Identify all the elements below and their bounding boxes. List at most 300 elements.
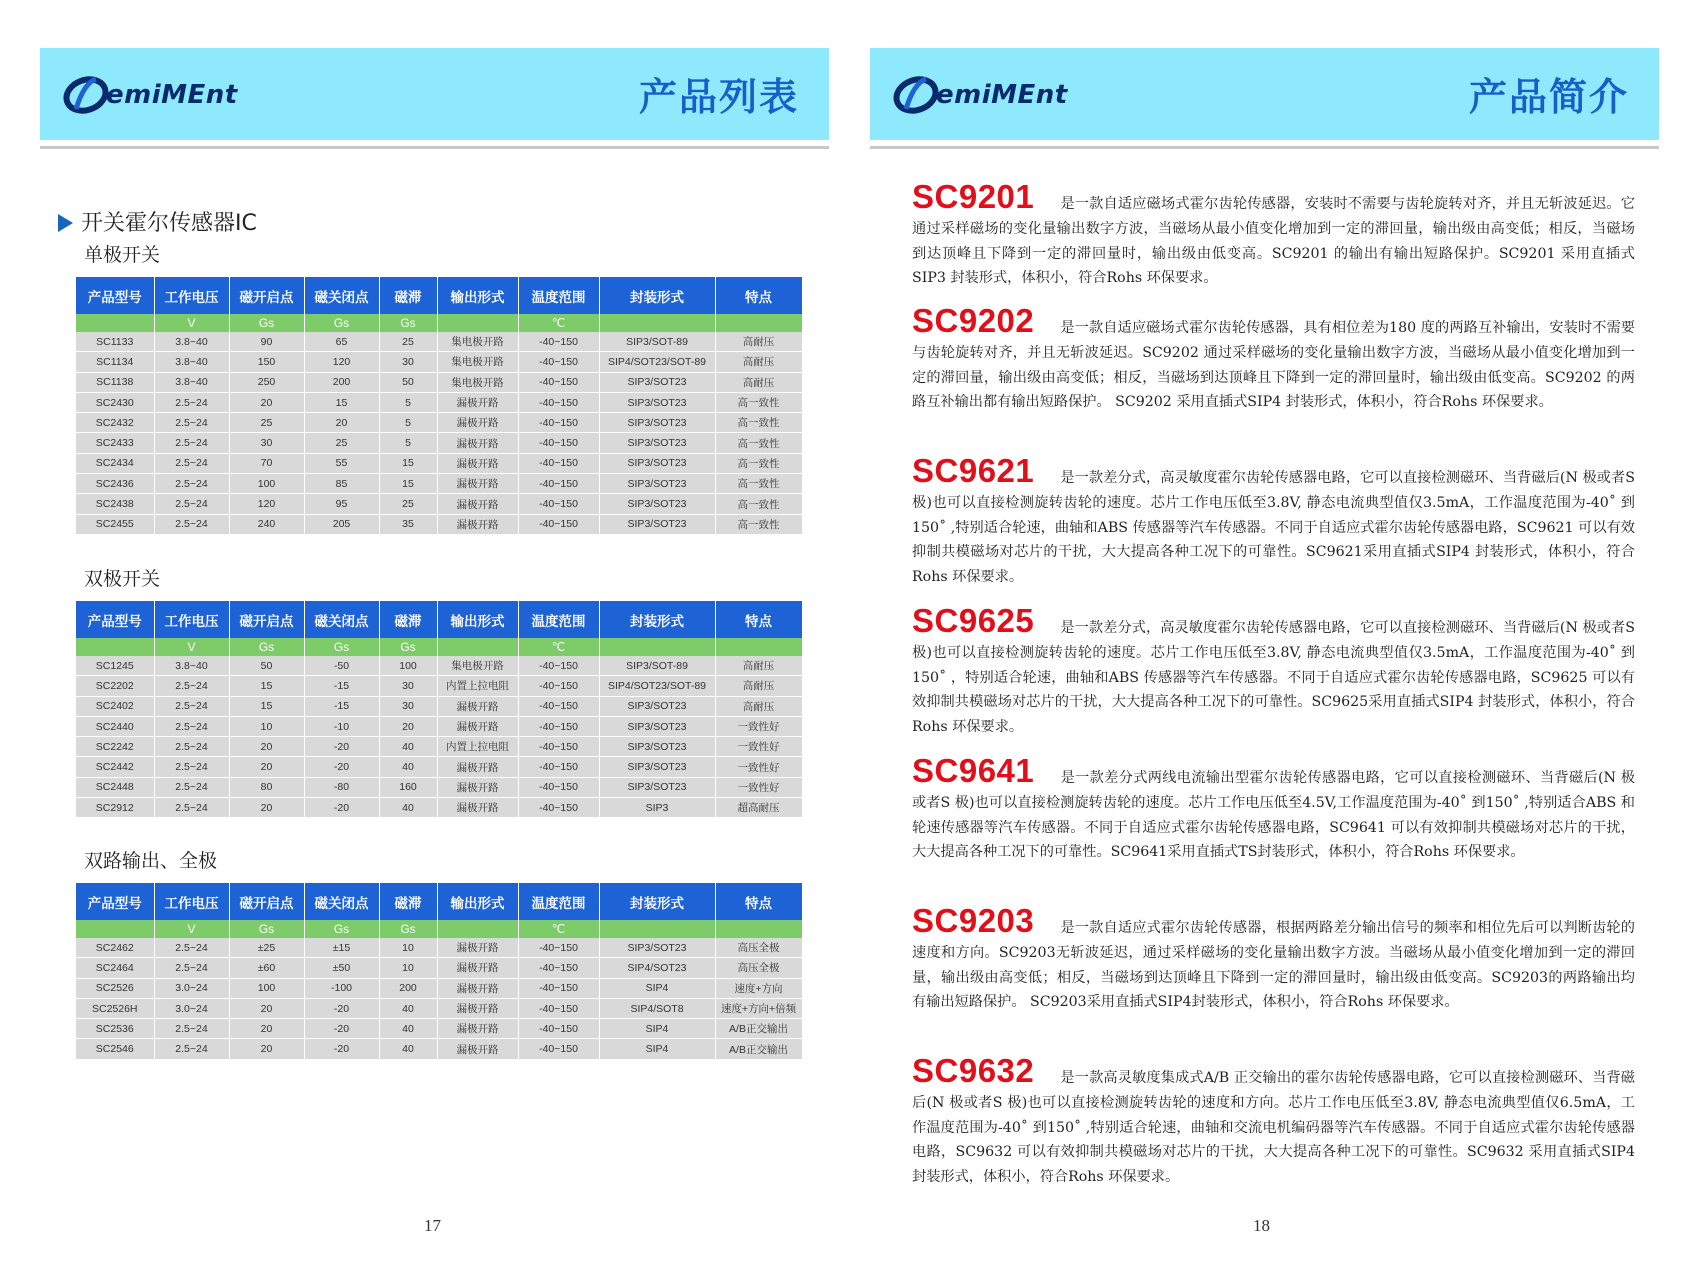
table-cell: SIP4	[599, 1019, 715, 1039]
table-cell: 集电极开路	[437, 352, 518, 372]
table-cell: 65	[304, 332, 379, 352]
logo-swirl-icon	[892, 73, 940, 117]
column-header: 工作电压	[154, 277, 229, 314]
unit-cell: ℃	[518, 314, 599, 332]
spec-table-unipolar	[76, 277, 803, 535]
table-row	[76, 413, 802, 433]
table-cell: -40~150	[518, 413, 599, 433]
table-cell: 2.5~24	[154, 716, 229, 736]
table-cell: 5	[379, 413, 437, 433]
table-cell: SC2402	[76, 696, 154, 716]
table-subtitle-unipolar: 单极开关	[84, 244, 161, 266]
table-cell: 2.5~24	[154, 696, 229, 716]
table-cell: 30	[379, 676, 437, 696]
column-header: 输出形式	[437, 277, 518, 314]
spec-table-dual-omnipolar	[76, 883, 803, 1060]
table-cell: 2.5~24	[154, 392, 229, 412]
table-cell: ±50	[304, 958, 379, 978]
table-cell: ±15	[304, 938, 379, 958]
unit-cell: V	[154, 638, 229, 656]
units-row	[76, 314, 802, 332]
table-row	[76, 514, 802, 534]
unit-cell	[599, 314, 715, 332]
table-cell: -40~150	[518, 757, 599, 777]
column-header: 特点	[715, 883, 802, 920]
table-cell: SC2526	[76, 978, 154, 998]
table-cell: -40~150	[518, 737, 599, 757]
unit-cell	[76, 638, 154, 656]
table-row	[76, 372, 802, 392]
table-cell: -40~150	[518, 433, 599, 453]
table-cell: 漏极开路	[437, 696, 518, 716]
table-cell: SC2448	[76, 777, 154, 797]
table-cell: 240	[229, 514, 304, 534]
table-cell: 25	[379, 494, 437, 514]
table-cell: 150	[229, 352, 304, 372]
table-row	[76, 453, 802, 473]
table-cell: SC2202	[76, 676, 154, 696]
table-cell: -20	[304, 798, 379, 818]
table-cell: 2.5~24	[154, 777, 229, 797]
table-cell: 漏极开路	[437, 938, 518, 958]
table-cell: 漏极开路	[437, 413, 518, 433]
table-subtitle-dual-omnipolar: 双路输出、全极	[84, 850, 218, 872]
table-row	[76, 757, 802, 777]
table-cell: SIP3/SOT23	[599, 453, 715, 473]
table-cell: 高一致性	[715, 392, 802, 412]
table-cell: SC1134	[76, 352, 154, 372]
column-header: 磁关闭点	[304, 277, 379, 314]
column-header: 输出形式	[437, 883, 518, 920]
product-text: 是一款差分式两线电流输出型霍尔齿轮传感器电路，它可以直接检测磁环、当背磁后(N 极或者S 极)也可以直接检测旋转齿轮的速度。芯片工作电压低至4.5V,工作温度范围为-40˚ 到150˚ ,特别适合ABS 和轮速传感器等汽车传感器。不同于自适应式霍尔齿轮传感器电路，SC9641 可以有效抑制共模磁场对芯片的干扰，大大提高各种工况下的可靠性。SC9641采用直插式TS封装形式，体积小，符合Rohs 环保要求。	[912, 770, 1635, 861]
table-cell: 70	[229, 453, 304, 473]
table-cell: 高一致性	[715, 413, 802, 433]
table-cell: SC2433	[76, 433, 154, 453]
table-cell: SC2464	[76, 958, 154, 978]
table-cell: 85	[304, 474, 379, 494]
column-header: 温度范围	[518, 883, 599, 920]
unit-cell	[715, 638, 802, 656]
table-cell: 15	[229, 676, 304, 696]
table-cell: 40	[379, 798, 437, 818]
table-cell: 5	[379, 392, 437, 412]
table-cell: -40~150	[518, 716, 599, 736]
table-cell: 15	[304, 392, 379, 412]
table-cell: SC2526H	[76, 998, 154, 1018]
product-description	[912, 602, 1635, 740]
table-cell: SIP3/SOT-89	[599, 656, 715, 676]
table-cell: -15	[304, 676, 379, 696]
table-cell: -40~150	[518, 1019, 599, 1039]
table-cell: 3.8~40	[154, 332, 229, 352]
table-cell: 漏极开路	[437, 1019, 518, 1039]
table-cell: -40~150	[518, 453, 599, 473]
table-cell: 内置上拉电阻	[437, 737, 518, 757]
column-header: 产品型号	[76, 601, 154, 638]
table-cell: A/B正交输出	[715, 1019, 802, 1039]
table-cell: 40	[379, 998, 437, 1018]
table-cell: A/B正交输出	[715, 1039, 802, 1059]
page-title: 产品列表	[638, 75, 799, 119]
table-cell: 25	[304, 433, 379, 453]
column-header: 磁滞	[379, 883, 437, 920]
table-cell: 20	[304, 413, 379, 433]
table-cell: 2.5~24	[154, 433, 229, 453]
product-model: SC9203	[912, 902, 1035, 939]
table-cell: 120	[229, 494, 304, 514]
table-cell: 漏极开路	[437, 453, 518, 473]
unit-cell	[76, 314, 154, 332]
table-cell: -40~150	[518, 798, 599, 818]
product-model: SC9202	[912, 302, 1035, 339]
table-cell: -10	[304, 716, 379, 736]
table-cell: 100	[379, 656, 437, 676]
table-cell: 20	[229, 1019, 304, 1039]
table-cell: SIP3/SOT23	[599, 494, 715, 514]
table-row	[76, 998, 802, 1018]
table-cell: -40~150	[518, 676, 599, 696]
table-cell: 3.8~40	[154, 352, 229, 372]
table-row	[76, 737, 802, 757]
table-cell: SC2436	[76, 474, 154, 494]
table-cell: 一致性好	[715, 737, 802, 757]
table-cell: -40~150	[518, 474, 599, 494]
table-cell: -20	[304, 737, 379, 757]
table-cell: 40	[379, 737, 437, 757]
unit-cell	[599, 638, 715, 656]
unit-cell: ℃	[518, 638, 599, 656]
table-cell: SIP4/SOT8	[599, 998, 715, 1018]
product-text: 是一款高灵敏度集成式A/B 正交输出的霍尔齿轮传感器电路，它可以直接检测磁环、当背磁后(N 极或者S 极)也可以直接检测旋转齿轮的速度和方向。芯片工作电压低至3.8V, 静态电流典型值仅6.5mA，工作温度范围为-40˚ 到150˚ ,特别适合轮速，曲轴和交流电机编码器等汽车传感器。不同于自适应式霍尔齿轮传感器电路，SC9632 可以有效抑制共模磁场对芯片的干扰，大大提高各种工况下的可靠性。SC9632 采用直插式SIP4 封装形式，体积小，符合Rohs 环保要求。	[912, 1070, 1635, 1186]
product-description	[912, 902, 1635, 1015]
table-cell: 高一致性	[715, 494, 802, 514]
column-header: 封装形式	[599, 277, 715, 314]
unit-cell: Gs	[304, 314, 379, 332]
table-cell: SIP3/SOT23	[599, 737, 715, 757]
table-cell: -40~150	[518, 938, 599, 958]
column-header: 工作电压	[154, 601, 229, 638]
table-cell: SIP3/SOT23	[599, 777, 715, 797]
table-cell: -20	[304, 1019, 379, 1039]
table-cell: -40~150	[518, 777, 599, 797]
table-cell: 速度+方向	[715, 978, 802, 998]
table-row	[76, 978, 802, 998]
table-cell: 40	[379, 1019, 437, 1039]
unit-cell	[76, 920, 154, 938]
table-cell: 2.5~24	[154, 1019, 229, 1039]
product-model: SC9641	[912, 752, 1035, 789]
table-cell: -40~150	[518, 332, 599, 352]
table-cell: 10	[229, 716, 304, 736]
units-row	[76, 920, 802, 938]
table-cell: 30	[229, 433, 304, 453]
table-row	[76, 656, 802, 676]
logo-text: emiMEnt	[936, 80, 1068, 110]
table-cell: 一致性好	[715, 777, 802, 797]
table-cell: 25	[379, 332, 437, 352]
table-cell: 10	[379, 938, 437, 958]
table-cell: 200	[379, 978, 437, 998]
table-cell: SIP3/SOT23	[599, 938, 715, 958]
product-model: SC9621	[912, 452, 1035, 489]
unit-cell: Gs	[379, 920, 437, 938]
table-cell: 20	[229, 392, 304, 412]
table-cell: 25	[229, 413, 304, 433]
table-cell: ±25	[229, 938, 304, 958]
table-cell: 20	[229, 998, 304, 1018]
logo-text: emiMEnt	[106, 80, 238, 110]
table-cell: -15	[304, 696, 379, 716]
table-cell: 2.5~24	[154, 938, 229, 958]
table-cell: 2.5~24	[154, 757, 229, 777]
table-row	[76, 1039, 802, 1059]
table-cell: 高压全极	[715, 958, 802, 978]
table-row	[76, 433, 802, 453]
table-cell: SC2536	[76, 1019, 154, 1039]
table-row	[76, 332, 802, 352]
unit-cell: Gs	[379, 314, 437, 332]
table-cell: SIP3/SOT23	[599, 514, 715, 534]
header-banner	[40, 48, 829, 140]
table-cell: SIP4/SOT23/SOT-89	[599, 352, 715, 372]
table-cell: SC2430	[76, 392, 154, 412]
table-cell: SIP3	[599, 798, 715, 818]
product-description	[912, 1052, 1635, 1190]
table-cell: -40~150	[518, 696, 599, 716]
table-cell: 5	[379, 433, 437, 453]
column-header: 磁开启点	[229, 601, 304, 638]
product-model: SC9201	[912, 178, 1035, 215]
table-cell: 高一致性	[715, 453, 802, 473]
table-cell: 集电极开路	[437, 332, 518, 352]
table-cell: SC1245	[76, 656, 154, 676]
table-cell: 高一致性	[715, 433, 802, 453]
table-cell: -100	[304, 978, 379, 998]
table-cell: 高耐压	[715, 656, 802, 676]
product-description	[912, 302, 1635, 415]
product-description	[912, 452, 1635, 590]
table-cell: SC2432	[76, 413, 154, 433]
column-header: 封装形式	[599, 883, 715, 920]
table-cell: 20	[229, 798, 304, 818]
unit-cell: Gs	[304, 920, 379, 938]
table-cell: 50	[229, 656, 304, 676]
table-cell: 一致性好	[715, 757, 802, 777]
table-cell: SIP3/SOT23	[599, 392, 715, 412]
table-row	[76, 1019, 802, 1039]
table-cell: 内置上拉电阻	[437, 676, 518, 696]
unit-cell	[437, 314, 518, 332]
table-row	[76, 494, 802, 514]
table-cell: SIP3/SOT23	[599, 474, 715, 494]
table-cell: SIP3/SOT-89	[599, 332, 715, 352]
logo-swirl-icon	[62, 73, 110, 117]
column-header: 磁开启点	[229, 277, 304, 314]
spec-table-bipolar	[76, 601, 803, 818]
table-row	[76, 777, 802, 797]
table-cell: 漏极开路	[437, 1039, 518, 1059]
table-row	[76, 798, 802, 818]
table-cell: -80	[304, 777, 379, 797]
table-cell: 2.5~24	[154, 798, 229, 818]
table-cell: 漏极开路	[437, 392, 518, 412]
table-cell: 15	[379, 474, 437, 494]
column-header: 磁开启点	[229, 883, 304, 920]
table-cell: 30	[379, 696, 437, 716]
product-description	[912, 752, 1635, 865]
table-cell: SC2438	[76, 494, 154, 514]
unit-cell	[437, 920, 518, 938]
table-cell: -20	[304, 757, 379, 777]
table-cell: 漏极开路	[437, 433, 518, 453]
table-cell: SIP3/SOT23	[599, 696, 715, 716]
table-cell: SC2442	[76, 757, 154, 777]
column-header: 温度范围	[518, 601, 599, 638]
units-row	[76, 638, 802, 656]
table-cell: 20	[229, 737, 304, 757]
table-row	[76, 716, 802, 736]
unit-cell: Gs	[304, 638, 379, 656]
product-model: SC9632	[912, 1052, 1035, 1089]
table-cell: 15	[229, 696, 304, 716]
table-cell: SC1138	[76, 372, 154, 392]
table-cell: 205	[304, 514, 379, 534]
table-cell: -40~150	[518, 958, 599, 978]
table-cell: 120	[304, 352, 379, 372]
table-cell: 超高耐压	[715, 798, 802, 818]
table-cell: 90	[229, 332, 304, 352]
table-row	[76, 474, 802, 494]
unit-cell	[437, 638, 518, 656]
unit-cell	[599, 920, 715, 938]
table-cell: 高一致性	[715, 514, 802, 534]
table-cell: 30	[379, 352, 437, 372]
table-cell: SC2912	[76, 798, 154, 818]
table-cell: 10	[379, 958, 437, 978]
table-cell: 集电极开路	[437, 372, 518, 392]
table-header-row	[76, 601, 802, 638]
unit-cell: V	[154, 920, 229, 938]
table-cell: 高耐压	[715, 696, 802, 716]
table-cell: 20	[229, 1039, 304, 1059]
table-cell: SC2455	[76, 514, 154, 534]
table-cell: 高耐压	[715, 372, 802, 392]
table-subtitle-bipolar: 双极开关	[84, 568, 161, 590]
table-cell: -40~150	[518, 656, 599, 676]
table-cell: SC2440	[76, 716, 154, 736]
page-number: 17	[424, 1216, 441, 1235]
column-header: 产品型号	[76, 883, 154, 920]
table-cell: 2.5~24	[154, 514, 229, 534]
column-header: 工作电压	[154, 883, 229, 920]
table-cell: 200	[304, 372, 379, 392]
table-cell: 高一致性	[715, 474, 802, 494]
table-cell: 漏极开路	[437, 494, 518, 514]
table-cell: SIP3/SOT23	[599, 413, 715, 433]
table-cell: -40~150	[518, 392, 599, 412]
table-cell: 漏极开路	[437, 998, 518, 1018]
table-cell: 50	[379, 372, 437, 392]
table-cell: SIP4/SOT23/SOT-89	[599, 676, 715, 696]
table-cell: 高耐压	[715, 352, 802, 372]
table-cell: 2.5~24	[154, 453, 229, 473]
unit-cell: Gs	[229, 920, 304, 938]
table-cell: 漏极开路	[437, 798, 518, 818]
table-row	[76, 392, 802, 412]
table-cell: SIP4	[599, 978, 715, 998]
product-model: SC9625	[912, 602, 1035, 639]
table-cell: 集电极开路	[437, 656, 518, 676]
table-cell: 35	[379, 514, 437, 534]
table-cell: 高耐压	[715, 332, 802, 352]
product-text: 是一款差分式，高灵敏度霍尔齿轮传感器电路，它可以直接检测磁环、当背磁后(N 极或者S极)也可以直接检测旋转齿轮的速度。芯片工作电压低至3.8V, 静态电流典型值仅3.5mA，工作温度范围为-40˚ 到150˚ ,特别适合轮速，曲轴和ABS 传感器等汽车传感器。不同于自适应式霍尔齿轮传感器电路，SC9621 可以有效抑制共模磁场对芯片的干扰，大大提高各种工况下的可靠性。SC9621采用直插式SIP4 封装形式，体积小，符合Rohs 环保要求。	[912, 470, 1635, 586]
column-header: 特点	[715, 277, 802, 314]
table-cell: -20	[304, 998, 379, 1018]
page-number: 18	[1253, 1216, 1270, 1235]
table-cell: SIP3/SOT23	[599, 372, 715, 392]
table-cell: 一致性好	[715, 716, 802, 736]
table-cell: SIP4	[599, 1039, 715, 1059]
table-cell: -40~150	[518, 352, 599, 372]
table-cell: 55	[304, 453, 379, 473]
table-cell: -40~150	[518, 514, 599, 534]
table-cell: 80	[229, 777, 304, 797]
product-text: 是一款差分式，高灵敏度霍尔齿轮传感器电路，它可以直接检测磁环、当背磁后(N 极或者S极)也可以直接检测旋转齿轮的速度。芯片工作电压低至3.8V, 静态电流典型值仅3.5mA，工作温度范围为-40˚ 到150˚ ，特别适合轮速，曲轴和ABS 传感器等汽车传感器。不同于自适应式霍尔齿轮传感器电路，SC9625 可以有效抑制共模磁场对芯片的干扰，大大提高各种工况下的可靠性。SC9625采用直插式SIP4 封装形式，体积小，符合Rohs 环保要求。	[912, 620, 1635, 736]
table-cell: SC2242	[76, 737, 154, 757]
triangle-bullet-icon	[58, 214, 73, 232]
column-header: 磁滞	[379, 277, 437, 314]
table-cell: 2.5~24	[154, 737, 229, 757]
table-cell: 95	[304, 494, 379, 514]
table-cell: -40~150	[518, 998, 599, 1018]
table-cell: SC2434	[76, 453, 154, 473]
column-header: 磁关闭点	[304, 601, 379, 638]
table-cell: -40~150	[518, 1039, 599, 1059]
column-header: 产品型号	[76, 277, 154, 314]
table-header-row	[76, 883, 802, 920]
right-page	[845, 0, 1690, 1276]
table-cell: -40~150	[518, 978, 599, 998]
table-cell: 40	[379, 757, 437, 777]
table-cell: 100	[229, 978, 304, 998]
table-cell: 漏极开路	[437, 716, 518, 736]
table-cell: 漏极开路	[437, 757, 518, 777]
unit-cell: V	[154, 314, 229, 332]
unit-cell: Gs	[379, 638, 437, 656]
logo	[892, 72, 1068, 118]
table-cell: 2.5~24	[154, 676, 229, 696]
table-cell: 160	[379, 777, 437, 797]
table-cell: SIP3/SOT23	[599, 433, 715, 453]
banner-divider	[870, 146, 1659, 149]
unit-cell	[715, 920, 802, 938]
table-row	[76, 958, 802, 978]
unit-cell: Gs	[229, 314, 304, 332]
table-cell: 漏极开路	[437, 777, 518, 797]
table-cell: -50	[304, 656, 379, 676]
unit-cell: ℃	[518, 920, 599, 938]
section-heading	[58, 206, 257, 237]
table-cell: 20	[229, 757, 304, 777]
unit-cell	[715, 314, 802, 332]
banner-divider	[40, 146, 829, 149]
column-header: 磁关闭点	[304, 883, 379, 920]
table-cell: 2.5~24	[154, 1039, 229, 1059]
table-cell: 速度+方向+倍频	[715, 998, 802, 1018]
table-cell: -20	[304, 1039, 379, 1059]
table-cell: SC2462	[76, 938, 154, 958]
unit-cell: Gs	[229, 638, 304, 656]
